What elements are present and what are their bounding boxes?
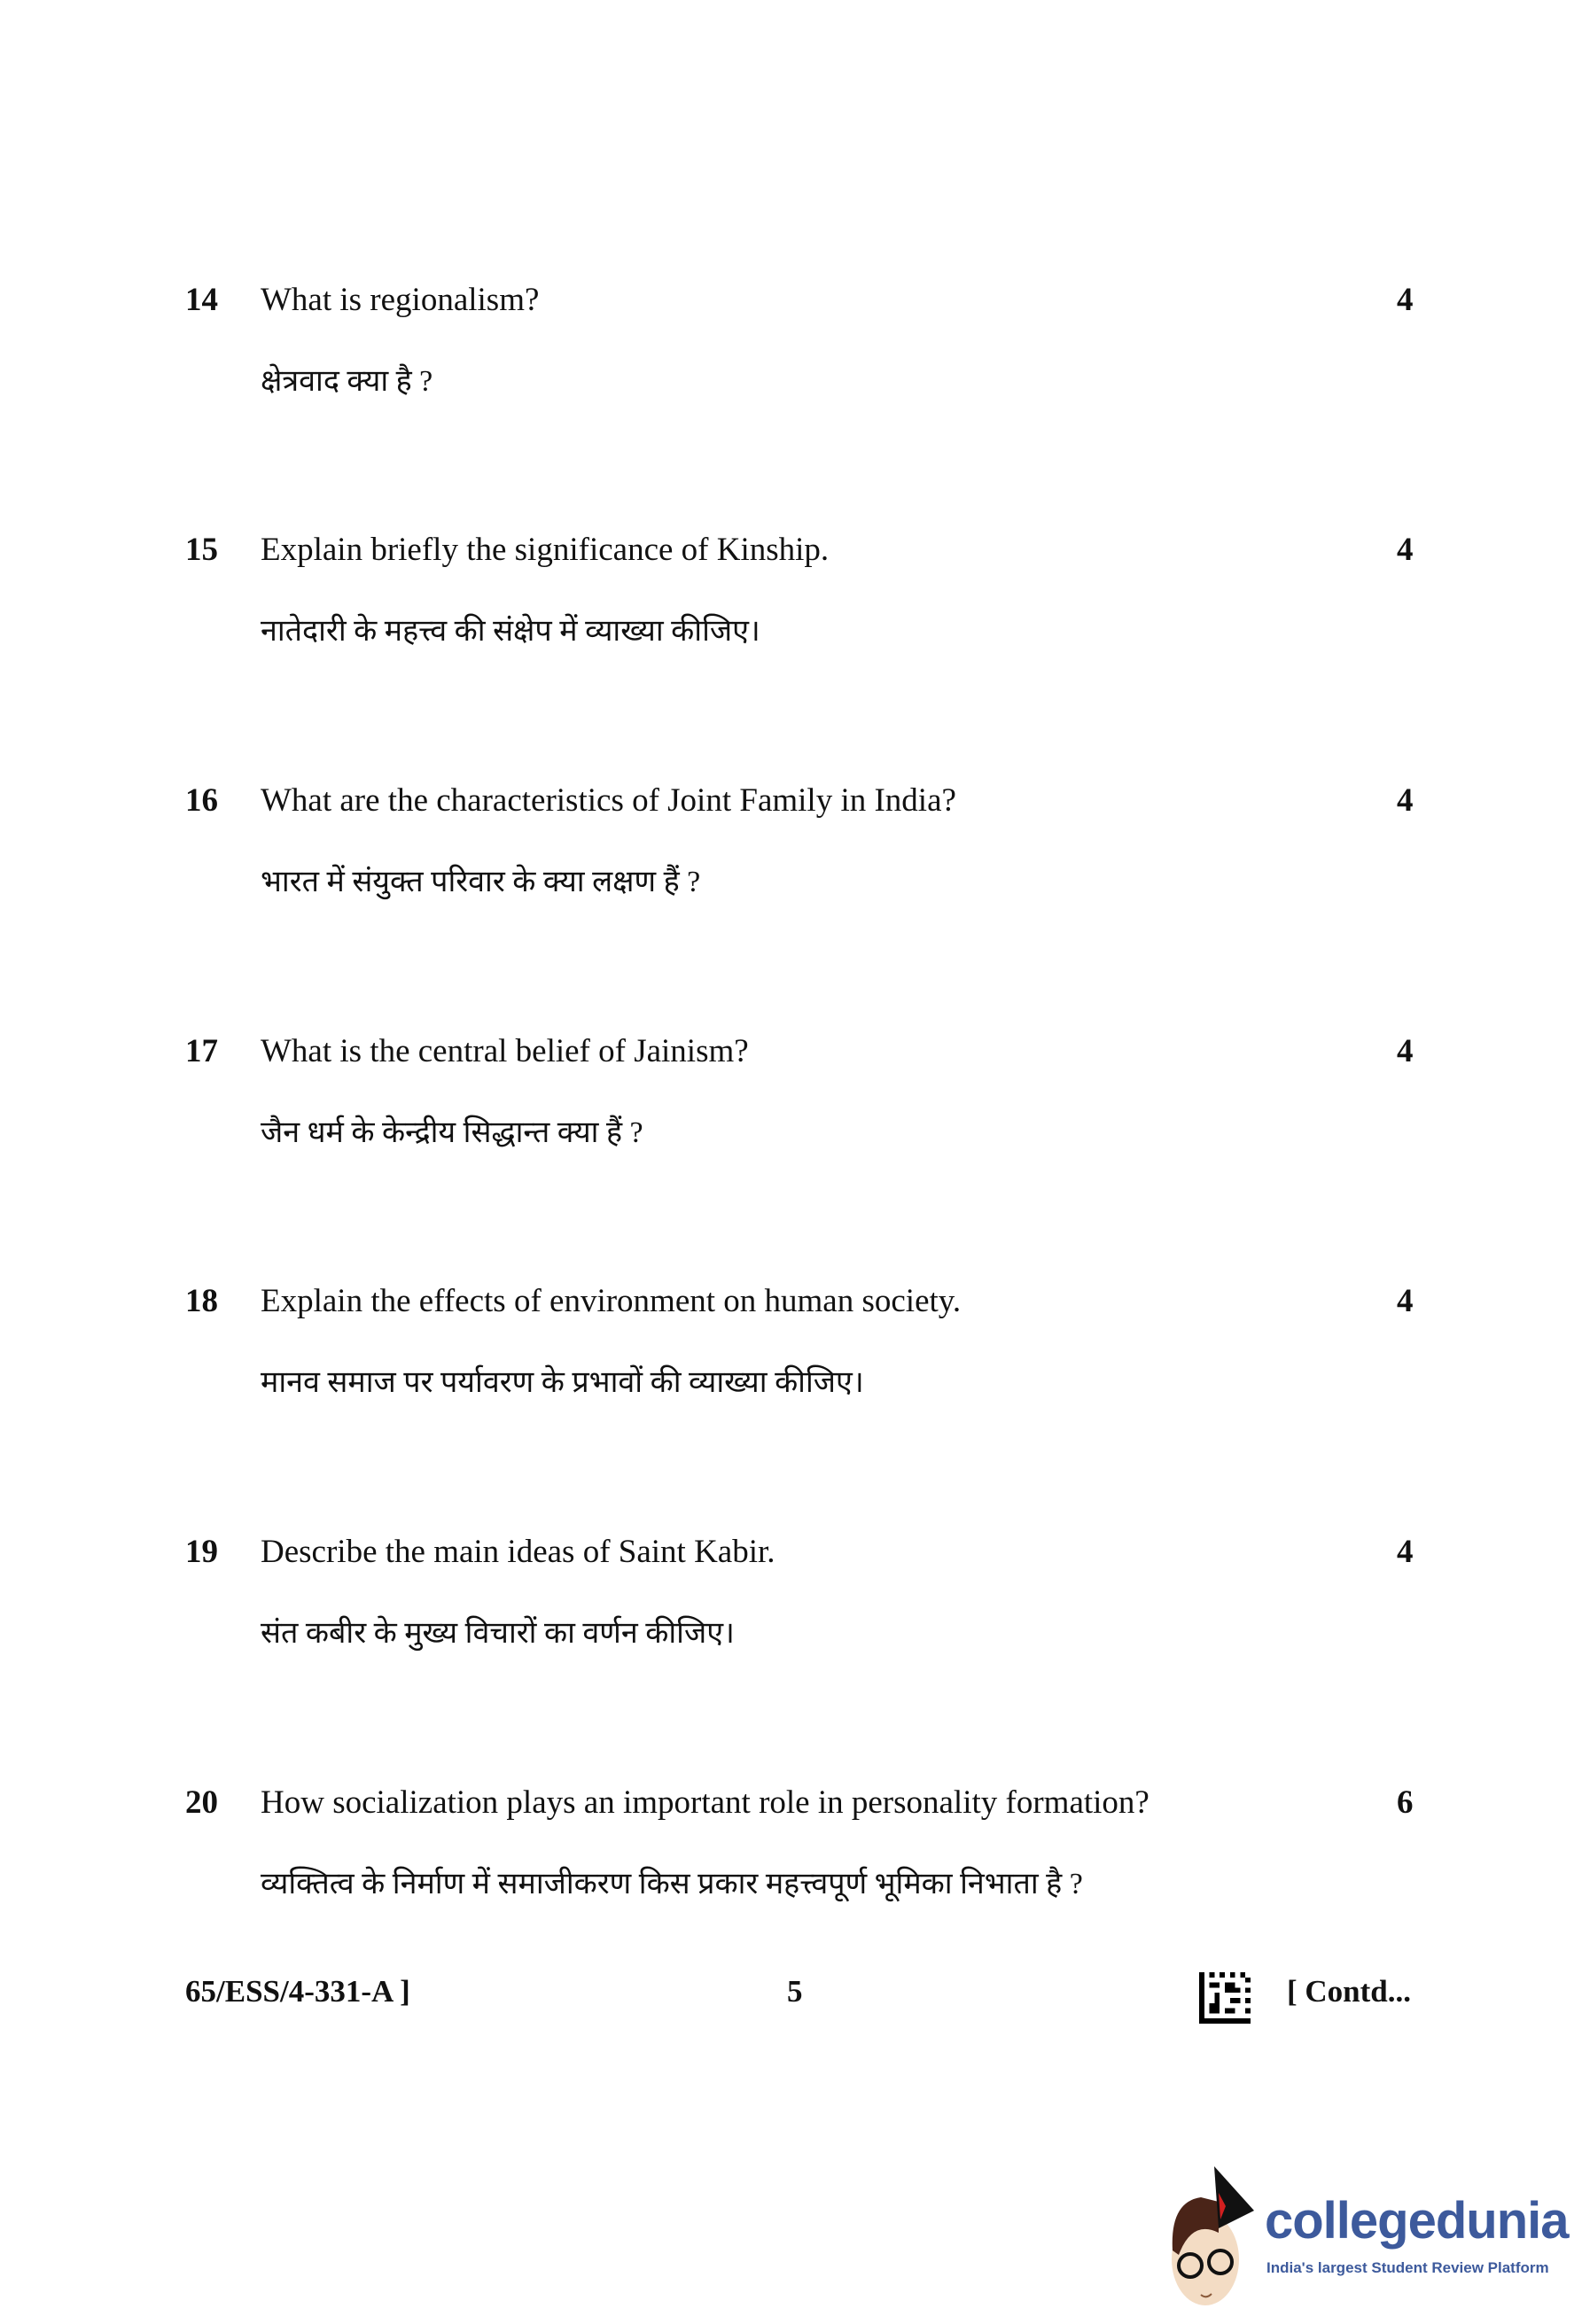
question-text-english: Describe the main ideas of Saint Kabir.: [261, 1534, 775, 1570]
question-15: [0, 533, 1582, 711]
question-text-hindi: नातेदारी के महत्त्व की संक्षेप में व्याख्या कीजिए।: [261, 615, 760, 648]
question-text-english: Explain briefly the significance of Kinship.: [261, 532, 830, 568]
brand-tagline: India's largest Student Review Platform: [1266, 2259, 1549, 2276]
question-number: 19: [185, 1534, 218, 1570]
question-17: [0, 1035, 1582, 1212]
question-20: [0, 1786, 1582, 1963]
question-text-english: Explain the effects of environment on human society.: [261, 1283, 962, 1319]
question-text-english: How socialization plays an important role in personality formation?: [261, 1784, 1149, 1821]
question-number: 17: [185, 1033, 218, 1069]
question-text-hindi: क्षेत्रवाद क्या है ?: [261, 365, 433, 398]
question-marks: 4: [1397, 1283, 1414, 1319]
question-number: 14: [185, 282, 218, 318]
question-text-english: What is regionalism?: [261, 282, 540, 318]
question-number: 15: [185, 532, 218, 568]
question-14: [0, 284, 1582, 461]
collegedunia-logo: [1157, 2166, 1569, 2317]
question-marks: 4: [1397, 532, 1414, 568]
question-marks: 4: [1397, 782, 1414, 819]
question-marks: 4: [1397, 1534, 1414, 1570]
question-text-hindi: व्यक्तित्व के निर्माण में समाजीकरण किस प्रकार महत्त्वपूर्ण भूमिका निभाता है ?: [261, 1868, 1083, 1900]
question-number: 16: [185, 782, 218, 819]
paper-code: 65/ESS/4-331-A ]: [185, 1974, 410, 2009]
mascot-icon: [1157, 2166, 1263, 2317]
question-19: [0, 1535, 1582, 1713]
question-marks: 4: [1397, 1033, 1414, 1069]
datamatrix-code-icon: [1199, 1972, 1251, 2024]
question-marks: 4: [1397, 282, 1414, 318]
question-number: 20: [185, 1784, 218, 1821]
question-marks: 6: [1397, 1784, 1414, 1821]
page-number: 5: [787, 1974, 803, 2009]
question-text-hindi: भारत में संयुक्त परिवार के क्या लक्षण हैं ?: [261, 866, 701, 898]
continued-label: [ Contd...: [1287, 1974, 1412, 2009]
question-text-hindi: संत कबीर के मुख्य विचारों का वर्णन कीजिए।: [261, 1617, 735, 1650]
question-text-english: What is the central belief of Jainism?: [261, 1033, 749, 1069]
question-number: 18: [185, 1283, 218, 1319]
question-18: [0, 1285, 1582, 1462]
question-text-hindi: मानव समाज पर पर्यावरण के प्रभावों की व्याख्या कीजिए।: [261, 1366, 864, 1399]
brand-name: collegedunia: [1265, 2192, 1569, 2250]
question-text-english: What are the characteristics of Joint Family in India?: [261, 782, 956, 819]
question-16: [0, 784, 1582, 961]
question-text-hindi: जैन धर्म के केन्द्रीय सिद्धान्त क्या हैं ?: [261, 1116, 643, 1149]
